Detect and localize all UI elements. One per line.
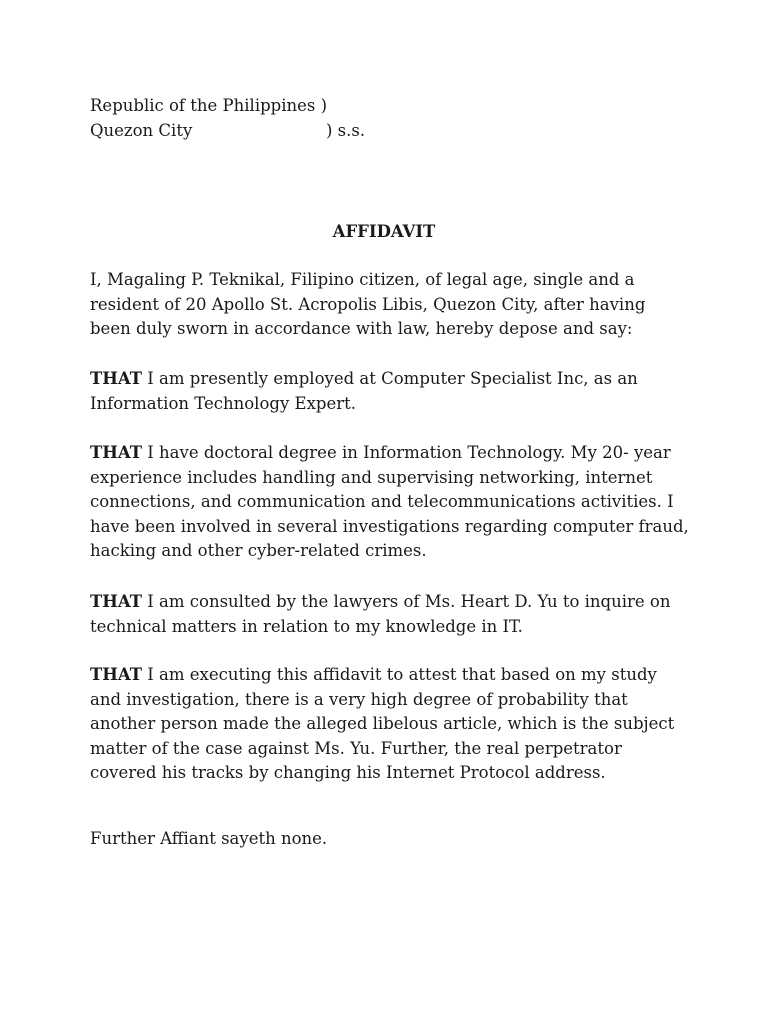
caption-line-republic xyxy=(90,94,365,119)
venue-caption xyxy=(90,94,365,143)
paragraph-lead: THAT xyxy=(90,443,143,462)
paragraph-text: I am presently employed at Computer Specialist Inc, as an Information Technology Expert. xyxy=(90,369,638,413)
paragraph-employment xyxy=(90,367,690,416)
paragraph-lead: THAT xyxy=(90,369,143,388)
paragraph-attestation xyxy=(90,663,690,786)
caption-ss: ) s.s. xyxy=(326,120,366,140)
paragraph-text: I am consulted by the lawyers of Ms. Heart D. Yu to inquire on technical matters in relation to my knowledge in IT. xyxy=(90,592,671,636)
caption-bracket: ) xyxy=(320,96,328,115)
document-title: AFFIDAVIT xyxy=(332,222,436,241)
caption-city: Quezon City xyxy=(90,120,193,140)
paragraph-qualifications xyxy=(90,441,690,564)
paragraph-consultation xyxy=(90,590,690,639)
caption-line-city xyxy=(90,119,365,144)
paragraph-text: I am executing this affidavit to attest that based on my study and investigation, there is a very high degree of probability that another person made the alleged libelous article, which is the subject matter of the case against Ms. Yu. Further, the real perpetrator covered his tracks by changing his Internet Protocol address. xyxy=(90,665,675,782)
caption-republic: Republic of the Philippines xyxy=(90,96,316,115)
intro-paragraph: I, Magaling P. Teknikal, Filipino citizen, of legal age, single and a resident of 20 Apollo St. Acropolis Libis, Quezon City, after having been duly sworn in accordance with law, hereby depose and say: xyxy=(90,270,646,338)
paragraph-text: I have doctoral degree in Information Technology. My 20- year experience includes handling and supervising networking, internet connections, and communication and telecommunications activities. I have been involved in several investigations regarding computer fraud, hacking and other cyber-related crimes. xyxy=(90,443,689,560)
paragraph-lead: THAT xyxy=(90,665,143,684)
paragraph-lead: THAT xyxy=(90,592,143,611)
closing-statement: Further Affiant sayeth none. xyxy=(90,829,328,848)
